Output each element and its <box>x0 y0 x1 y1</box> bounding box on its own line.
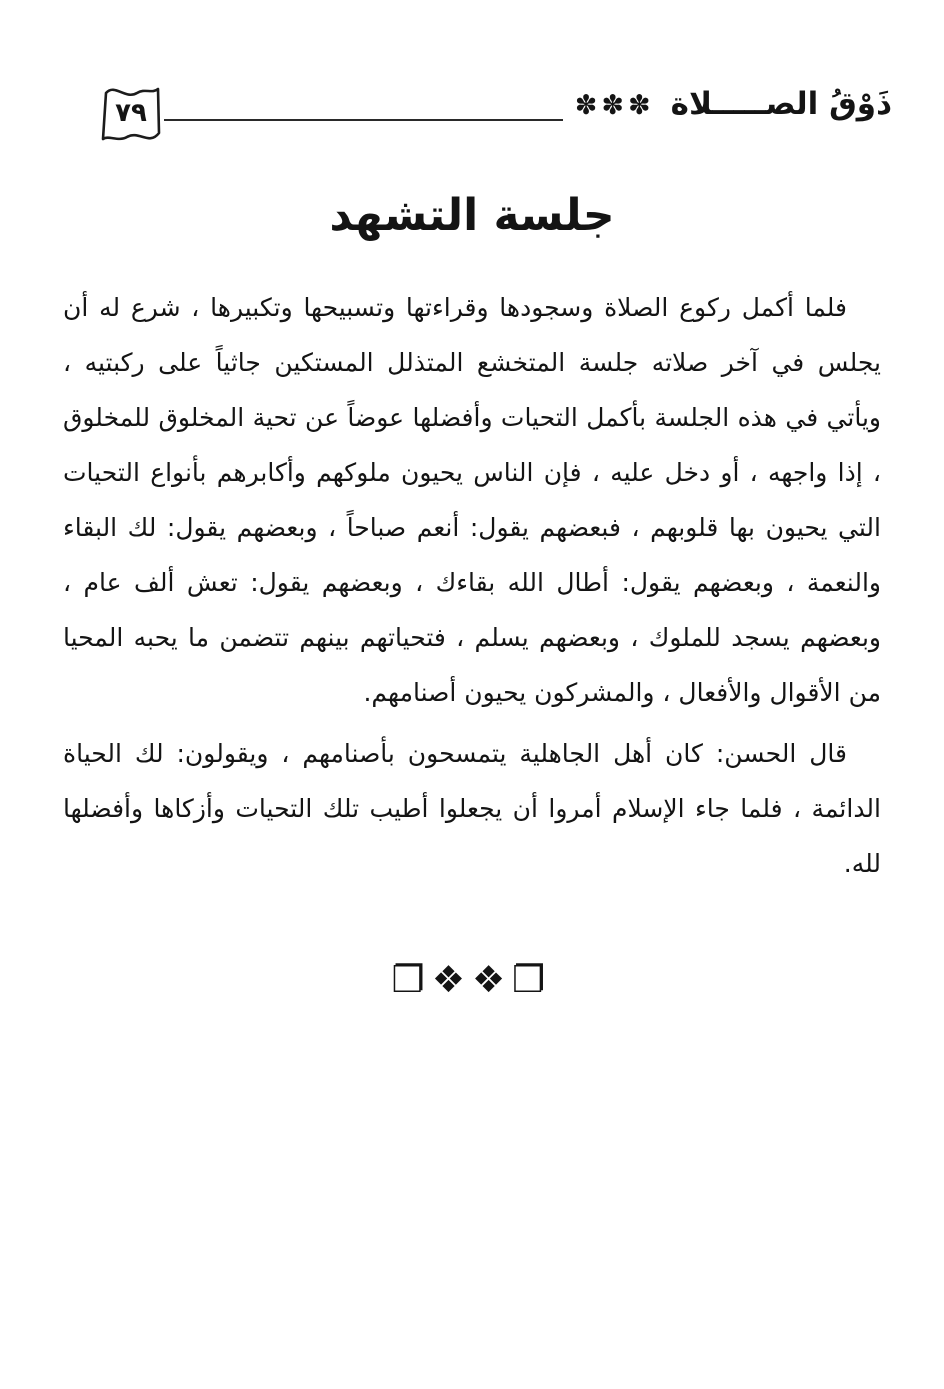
book-title: ذَوْقُ الصـــــلاة <box>670 86 892 122</box>
running-head <box>575 86 892 122</box>
header-rule <box>164 119 563 121</box>
body-text <box>63 280 881 891</box>
page-number-badge <box>92 80 172 154</box>
end-ornament-icon: ❐❖❖❐ <box>391 958 553 1001</box>
section-title: جلسة التشهد <box>329 190 615 241</box>
paragraph: قال الحسن: كان أهل الجاهلية يتمسحون بأصنامهم ، ويقولون: لك الحياة الدائمة ، فلما جاء الإسلام أمروا أن يجعلوا أطيب تلك التحيات وأزكاها وأفضلها لله. <box>63 739 881 878</box>
page-number: ٧٩ <box>115 98 147 128</box>
paragraph: فلما أكمل ركوع الصلاة وسجودها وقراءتها وتسبيحها وتكبيرها ، شرع له أن يجلس في آخر صلاته جلسة المتخشع المتذلل المستكين جاثياً على ركبتيه ، ويأتي في هذه الجلسة بأكمل التحيات وأفضلها عوضاً عن تحية المخلوق للمخلوق ، إذا واجهه ، أو دخل عليه ، فإن الناس يحيون ملوكهم وأكابرهم بأنواع التحيات التي يحيون بها قلوبهم ، فبعضهم يقول: أنعم صباحاً ، وبعضهم يقول: لك البقاء والنعمة ، وبعضهم يقول: أطال الله بقاءك ، وبعضهم يقول: تعش ألف عام ، وبعضهم يسجد للملوك ، وبعضهم يسلم ، فتحياتهم بينهم تتضمن ما يحبه المحيا من الأقوال والأفعال ، والمشركون يحيون أصنامهم. <box>63 293 881 707</box>
asterisk-ornament-icon: ✽✽✽ <box>574 89 655 121</box>
